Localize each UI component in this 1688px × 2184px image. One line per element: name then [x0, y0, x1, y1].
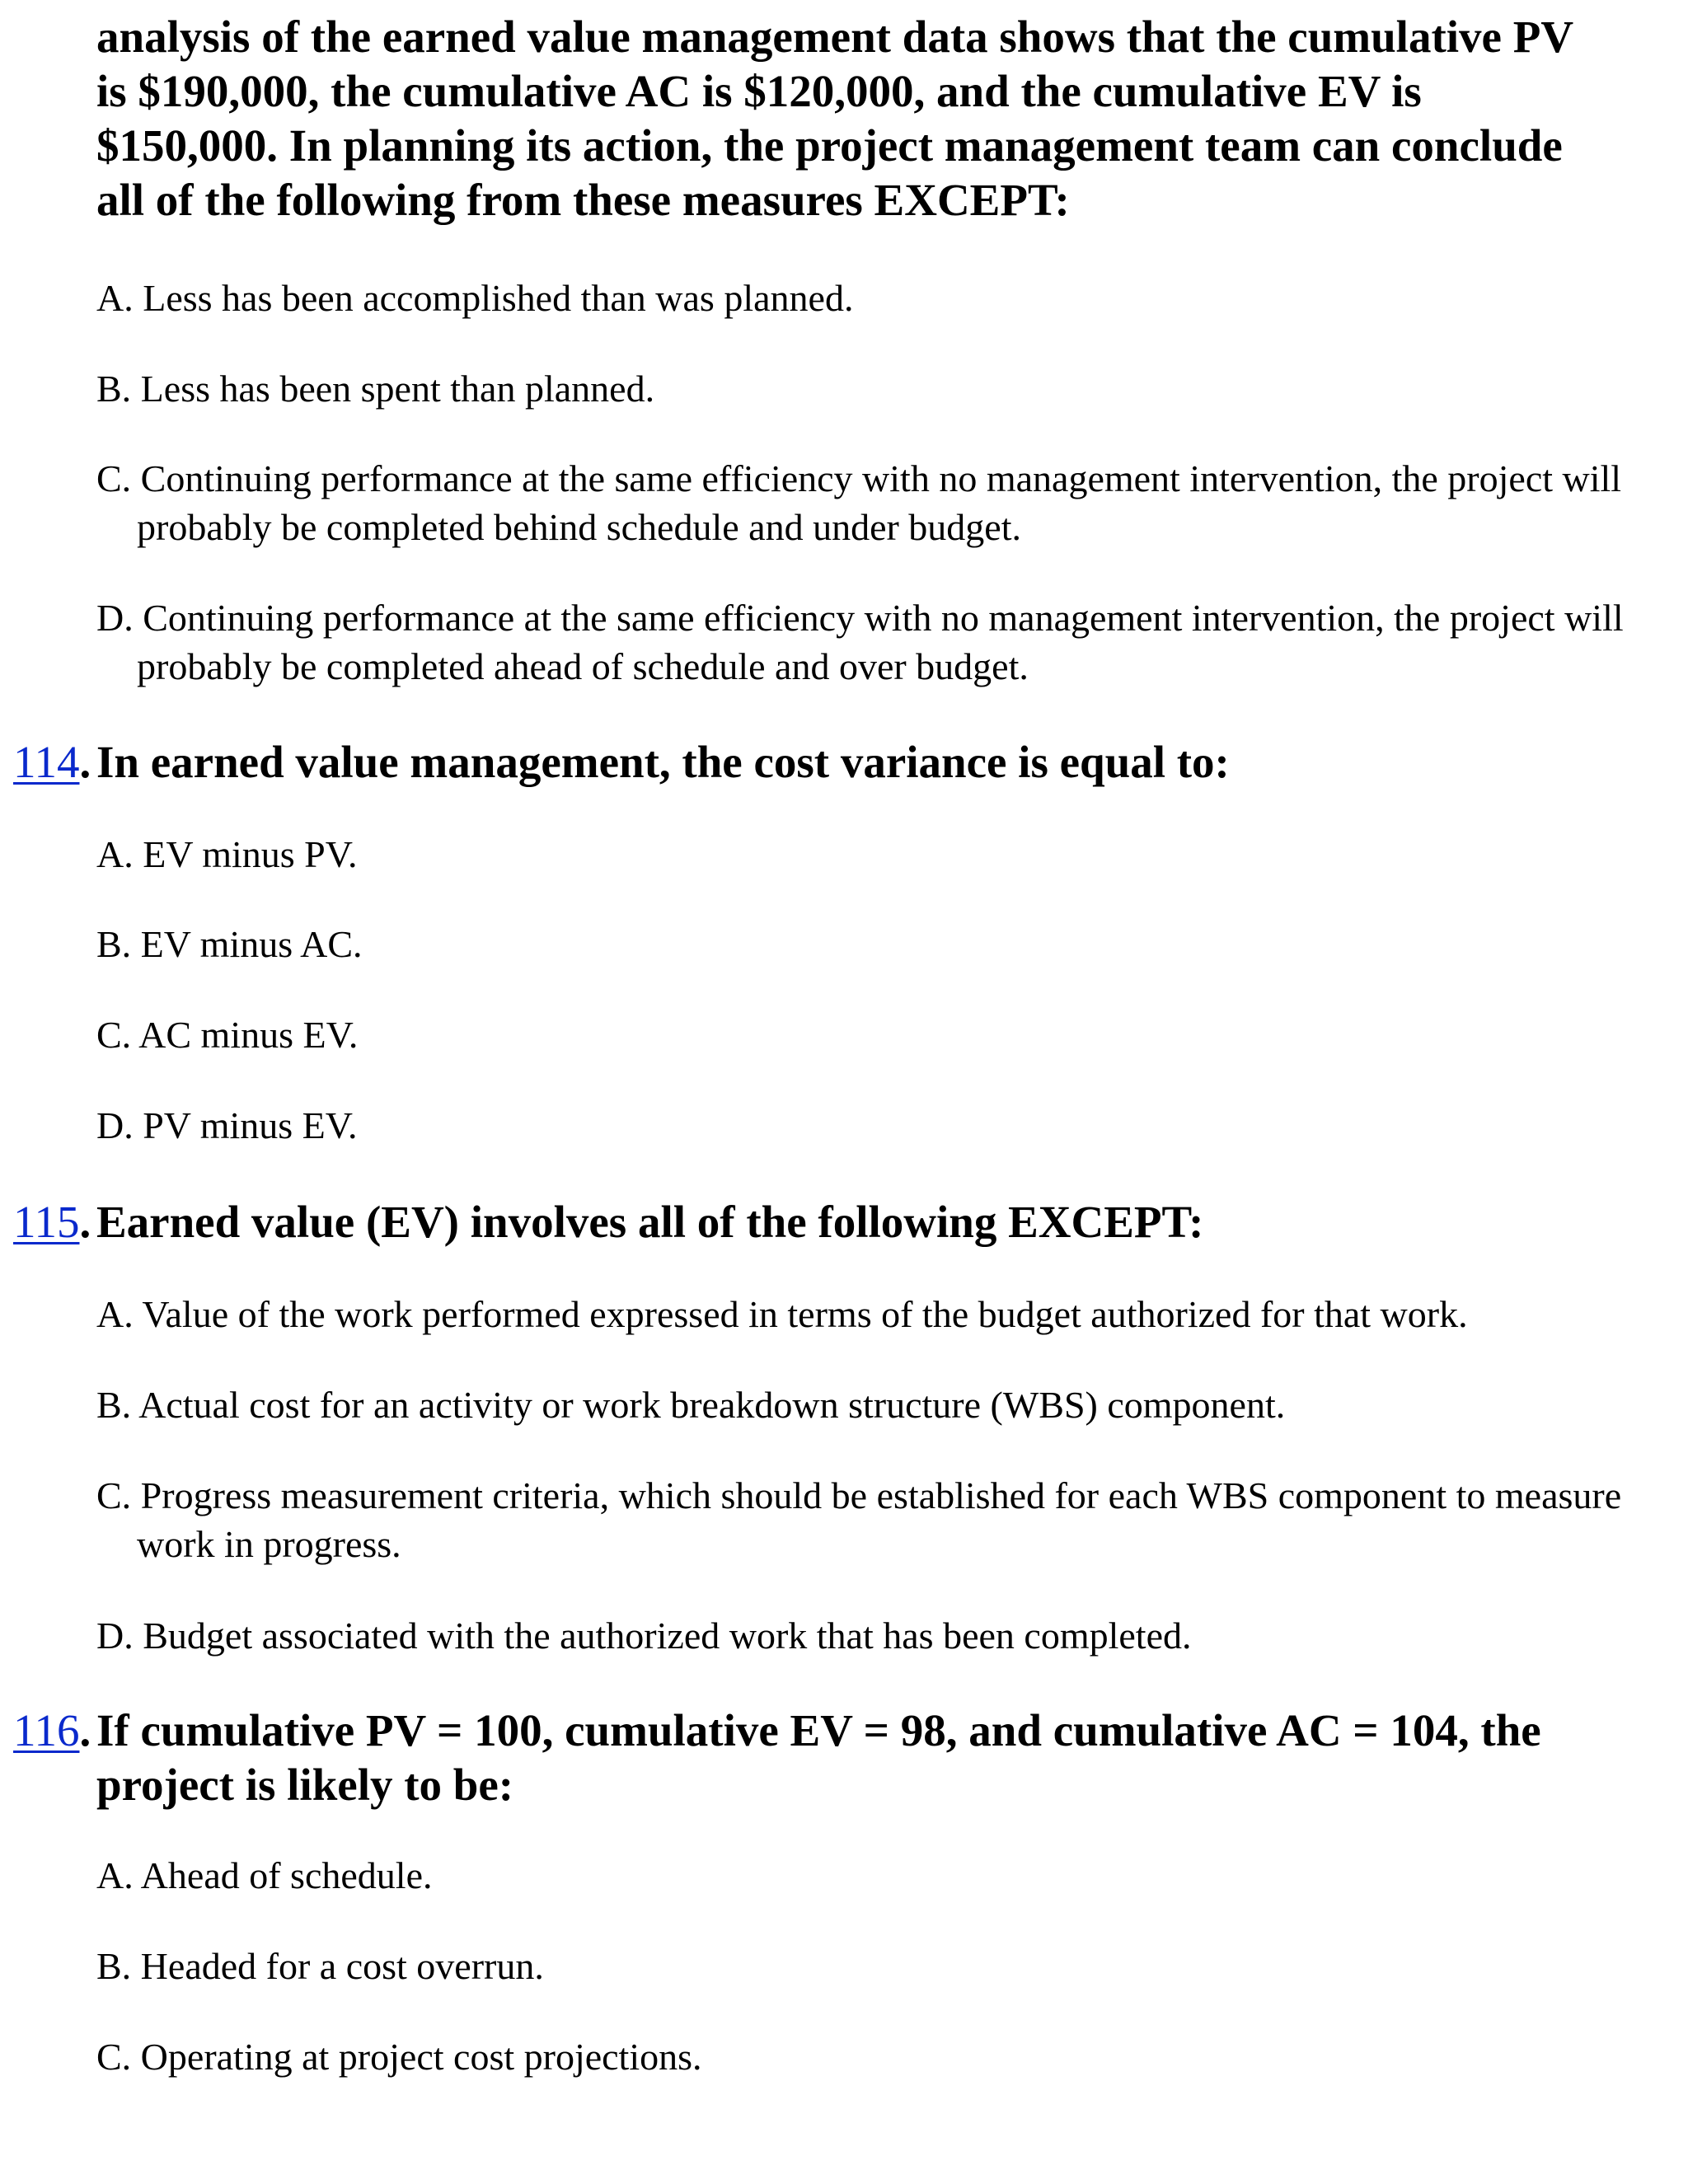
answer-option-c: C. Progress measurement criteria, which should be established for each WBS component to measure work in progress.	[96, 1474, 1622, 1565]
question-number-link[interactable]: 115	[13, 1197, 80, 1247]
question-stem: 114. In earned value management, the cost variance is equal to:	[13, 737, 1230, 787]
question-stem: 116. If cumulative PV = 100, cumulative EV = 98, and cumulative AC = 104, the project is likely to be:	[13, 1704, 1670, 1812]
answer-option-b: B. EV minus AC.	[96, 923, 363, 965]
question-stem: 115. Earned value (EV) involves all of the following EXCEPT:	[13, 1197, 1204, 1247]
intro-stem-line: all of the following from these measures EXCEPT:	[96, 175, 1070, 225]
answer-option-a: A. Ahead of schedule.	[96, 1854, 433, 1896]
question-text: In earned value management, the cost variance is equal to:	[96, 737, 1230, 787]
answer-option-d: D. Budget associated with the authorized work that has been completed.	[96, 1615, 1192, 1657]
question-text: project is likely to be:	[96, 1760, 514, 1810]
answer-option-b: B. Actual cost for an activity or work breakdown structure (WBS) component.	[96, 1384, 1286, 1426]
intro-question-stem	[96, 10, 1662, 227]
question-number-link[interactable]: 116	[13, 1705, 80, 1755]
intro-stem-line: $150,000. In planning its action, the project management team can conclude	[96, 120, 1563, 171]
intro-stem-line: is $190,000, the cumulative AC is $120,000, and the cumulative EV is	[96, 66, 1422, 116]
question-115	[13, 1195, 1670, 1249]
answer-option-c: C. AC minus EV.	[96, 1014, 359, 1056]
intro-stem-line: analysis of the earned value management data shows that the cumulative PV	[96, 12, 1574, 62]
answer-option-a: A. EV minus PV.	[96, 833, 358, 875]
answer-option-c: C. Continuing performance at the same efficiency with no management intervention, the project will probably be completed behind schedule and under budget.	[96, 457, 1622, 548]
question-text: Earned value (EV) involves all of the following EXCEPT:	[96, 1197, 1204, 1247]
answer-option-d: D. PV minus EV.	[96, 1104, 358, 1146]
question-116	[13, 1704, 1670, 1812]
answer-option-b: B. Headed for a cost overrun.	[96, 1945, 544, 1987]
question-text: If cumulative PV = 100, cumulative EV = 98, and cumulative AC = 104, the	[96, 1705, 1541, 1755]
answer-option-c: C. Operating at project cost projections.	[96, 2036, 702, 2078]
question-number-link[interactable]: 114	[13, 737, 80, 787]
answer-option-a: A. Value of the work performed expressed in terms of the budget authorized for that work.	[96, 1293, 1468, 1335]
answer-option-a: A. Less has been accomplished than was planned.	[96, 277, 854, 319]
question-114	[13, 735, 1670, 790]
answer-option-d: D. Continuing performance at the same efficiency with no management intervention, the project will probably be completed ahead of schedule and over budget.	[96, 597, 1624, 687]
answer-option-b: B. Less has been spent than planned.	[96, 368, 655, 410]
